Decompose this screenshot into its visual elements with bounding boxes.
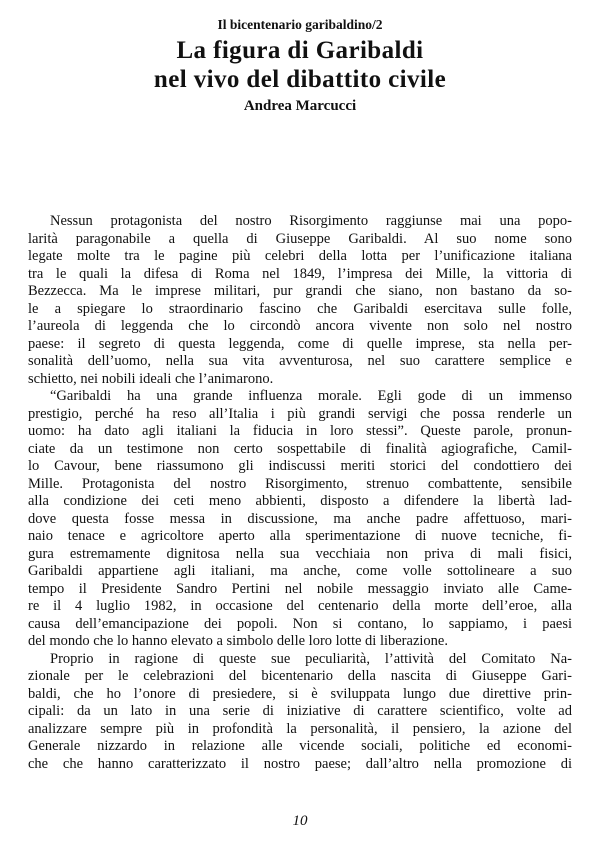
text-line: Mille. Protagonista del nostro Risorgimento, strenuo combattente, sensibile (28, 475, 572, 492)
page-header (0, 16, 600, 115)
text-line: analizzare sempre più in profondità la personalità, il pensiero, la azione del (28, 720, 572, 737)
text-line: ciate da un testimone non certo sospettabile di finalità agiografiche, Camil- (28, 440, 572, 457)
author-name: Andrea Marcucci (243, 98, 357, 114)
text-line: prestigio, perché ha reso all’Italia i più grandi servigi che possa renderle un (28, 405, 572, 422)
title-line-2: nel vivo del dibattito civile (153, 66, 447, 93)
text-line: Bezzecca. Ma le imprese militari, pur grandi che siano, non bastano da so- (28, 283, 572, 299)
text-line: “Garibaldi ha una grande influenza morale. Egli gode di un immenso (50, 388, 572, 404)
page-number: 10 (292, 813, 308, 829)
article-body (28, 213, 572, 773)
text-line: tempo il Presidente Sandro Pertini nel nobile messaggio inviato alle Came- (28, 580, 572, 597)
text-line: l’aureola di leggenda che lo circondò ancora vivente non solo nel nostro (28, 318, 572, 334)
text-line: Nessun protagonista del nostro Risorgimento raggiunse mai una popo- (50, 213, 572, 229)
text-line: del mondo che lo hanno elevato a simbolo delle loro lotte di liberazione. (28, 633, 448, 649)
paragraph-2 (28, 388, 572, 651)
text-line: che che hanno caratterizzato il nostro paese; dall’altro nella promozione di (28, 755, 572, 772)
page-footer (0, 812, 600, 830)
text-line: le a spiegare lo straordinario fascino che Garibaldi esercitava sulle folle, (28, 300, 572, 317)
paragraph-3 (28, 651, 572, 774)
article-title (0, 36, 600, 94)
text-line: Generale nizzardo in relazione alle vicende sociali, politiche ed economi- (28, 738, 572, 754)
text-line: cipali: da un lato in una serie di iniziative di carattere scientifico, volte ad (28, 703, 572, 719)
paragraph-1 (28, 213, 572, 388)
text-line: zionale per le celebrazioni del bicentenario della nascita di Giuseppe Gari- (28, 668, 572, 684)
text-line: tra le quali la difesa di Roma nel 1849, l’impresa dei Mille, la vittoria di (28, 265, 572, 282)
text-line: legate molte tra le pagine più celebri della lotta per l’unificazione italiana (28, 248, 572, 264)
text-line: dove questa fosse messa in discussione, ma anche padre affettuoso, mari- (28, 510, 572, 527)
text-line: naio tenace e agricoltore aperto alla sperimentazione di nuove tecniche, fi- (28, 528, 572, 544)
text-line: alla condizione dei ceti meno abbienti, disposto a difendere la libertà lad- (28, 493, 572, 509)
text-line: paese: il segreto di questa leggenda, come di quelle imprese, sta nella per- (28, 335, 572, 352)
text-line: Proprio in ragione di queste sue peculiarità, l’attività del Comitato Na- (50, 650, 572, 667)
text-line: uomo: ha dato agli italiani la fiducia in loro stessi”. Queste parole, pronun- (28, 423, 572, 439)
series-kicker: Il bicentenario garibaldino/2 (217, 17, 383, 32)
text-line: larità paragonabile a quella di Giuseppe Garibaldi. Al suo nome sono (28, 230, 572, 247)
text-line: lo Cavour, bene riassumono gli indiscussi meriti storici del condottiero dei (28, 458, 572, 474)
text-line: sonalità dell’uomo, nella sua vita avventurosa, nel suo carattere semplice e (28, 353, 572, 369)
text-line: Garibaldi appartiene agli italiani, ma anche, come volle sottolineare a suo (28, 563, 572, 579)
text-line: schietto, nei nobili ideali che l’animarono. (28, 370, 274, 387)
text-line: re il 4 luglio 1982, in occasione del centenario della morte dell’eroe, alla (28, 598, 572, 614)
text-line: causa dell’emancipazione dei popoli. Non si contano, lo sappiamo, i paesi (28, 615, 572, 632)
text-line: gura estremamente dignitosa nella sua vecchiaia non priva di mali fisici, (28, 545, 572, 562)
text-line: baldi, che ho l’onore di presiedere, si è sviluppata lungo due direttive prin- (28, 685, 572, 702)
title-line-1: La figura di Garibaldi (176, 37, 424, 64)
